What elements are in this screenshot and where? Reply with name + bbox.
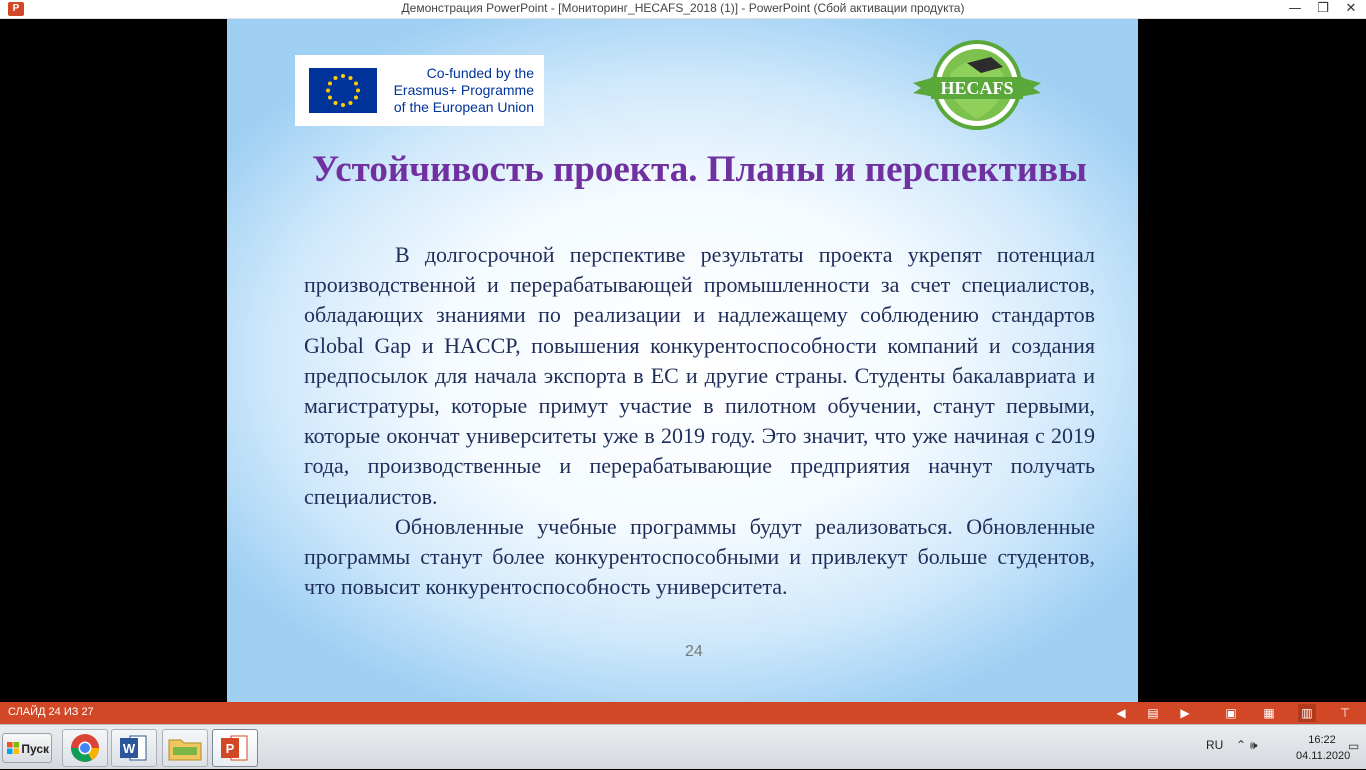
svg-text:W: W xyxy=(122,741,136,756)
windows-taskbar xyxy=(0,724,1366,769)
clock-time: 16:22 xyxy=(1308,734,1336,746)
slide-body xyxy=(304,240,1095,602)
taskbar-word-button[interactable] xyxy=(111,729,157,767)
eu-stars-icon xyxy=(309,68,377,113)
folder-icon xyxy=(163,730,207,766)
slide-counter: СЛАЙД 24 ИЗ 27 xyxy=(8,706,94,718)
slideshow-statusbar xyxy=(0,702,1366,724)
taskbar-powerpoint-button[interactable] xyxy=(212,729,258,767)
restore-button[interactable]: ❐ xyxy=(1317,1,1329,16)
previous-slide-icon[interactable]: ◀ xyxy=(1116,706,1126,720)
hecafs-logo-text: HECAFS xyxy=(940,78,1014,98)
tray-icons[interactable]: ⌃ 🕪 xyxy=(1236,738,1258,752)
start-button[interactable] xyxy=(2,733,52,763)
eu-erasmus-logo xyxy=(295,55,544,126)
eu-logo-line: Co-funded by the xyxy=(426,65,534,81)
slide-number: 24 xyxy=(685,643,703,660)
window-title: Демонстрация PowerPoint - [Мониторинг_HECAFS_2018 (1)] - PowerPoint (Сбой активации продукта) xyxy=(401,1,965,15)
eu-logo-text xyxy=(389,65,534,116)
word-icon xyxy=(112,730,156,766)
minimize-button[interactable]: — xyxy=(1288,1,1302,16)
slide-title: Устойчивость проекта. Планы и перспективы xyxy=(312,149,1087,190)
powerpoint-app-icon[interactable]: P xyxy=(8,2,24,16)
language-indicator[interactable]: RU xyxy=(1206,738,1224,752)
slideshow-menu-icon[interactable]: ▤ xyxy=(1147,706,1159,720)
eu-logo-line: of the European Union xyxy=(393,99,534,115)
eu-logo-line: Erasmus+ Programme xyxy=(393,82,534,98)
slide[interactable] xyxy=(227,19,1138,702)
hecafs-logo xyxy=(911,39,1043,131)
chrome-icon xyxy=(63,730,107,766)
reading-view-icon[interactable]: ▥ xyxy=(1298,704,1316,722)
eu-flag-icon xyxy=(309,68,377,113)
taskbar-explorer-button[interactable] xyxy=(162,729,208,767)
body-paragraph: Обновленные учебные программы будут реализоваться. Обновленные программы станут более конкурентоспособными и привлекут больше студентов, что повысит конкурентоспособность университета. xyxy=(304,513,1095,600)
body-paragraph: В долгосрочной перспективе результаты проекта укрепят потенциал производственной и перерабатывающей промышленности за счет специалистов, обладающих знаниями по реализации и надлежащему соблюдению стандартов Global Gap и HACCP, повышения конкурентоспособности компаний и создания предпосылок для начала экспорта в ЕС и другие страны. Студенты бакалавриата и магистратуры, которые примут участие в пилотном обучении, станут первыми, которые окончат университеты уже в 2019 году. Это значит, что уже начиная с 2019 года, производственные и перерабатывающие предприятия начнут получать специалистов. xyxy=(304,242,1095,509)
notification-icon[interactable]: ▭ xyxy=(1348,739,1360,753)
normal-view-icon[interactable]: ▣ xyxy=(1225,706,1237,720)
windows-logo-icon xyxy=(7,742,19,754)
slideshow-stage[interactable] xyxy=(0,19,1366,702)
start-label: Пуск xyxy=(21,742,49,756)
slideshow-view-icon[interactable]: ⊤ xyxy=(1339,706,1351,720)
svg-text:P: P xyxy=(225,741,235,756)
next-slide-icon[interactable]: ▶ xyxy=(1180,706,1190,720)
taskbar-chrome-button[interactable] xyxy=(62,729,108,767)
clock-date: 04.11.2020 xyxy=(1296,750,1351,762)
slide-sorter-icon[interactable]: ▦ xyxy=(1263,706,1275,720)
tray-clock[interactable] xyxy=(1296,732,1351,764)
window-titlebar xyxy=(0,0,1366,19)
close-button[interactable]: ✕ xyxy=(1345,1,1357,16)
powerpoint-icon xyxy=(213,730,257,766)
